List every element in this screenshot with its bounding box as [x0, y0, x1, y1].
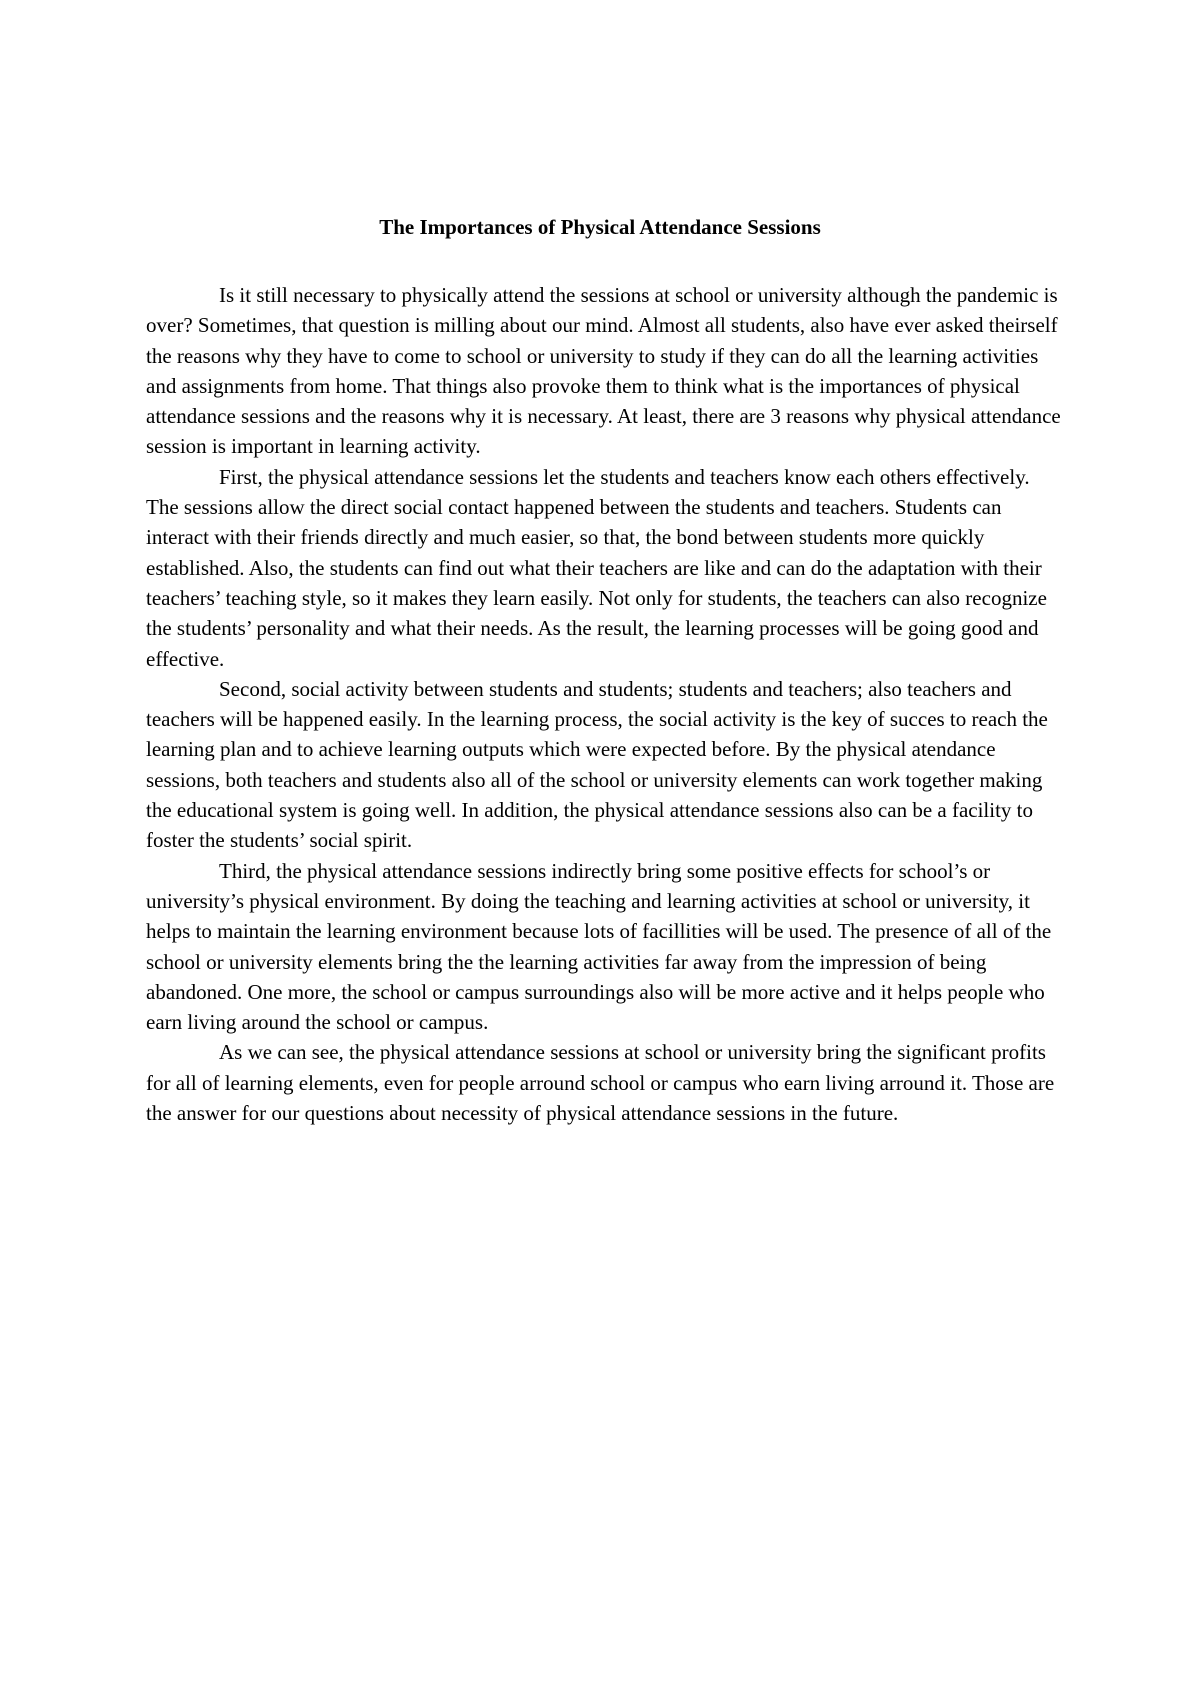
document-body: [146, 280, 1066, 1128]
paragraph-second-reason: Second, social activity between students and students; students and teachers; also teachers and teachers will be happened easily. In the learning process, the social activity is the key of succes to reach the learning plan and to achieve learning outputs which were expected before. By the physical atendance sessions, both teachers and students also all of the school or university elements can work together making the educational system is going well. In addition, the physical attendance sessions also can be a facility to foster the students’ social spirit.: [146, 676, 1048, 853]
paragraph-conclusion: As we can see, the physical attendance sessions at school or university bring the significant profits for all of learning elements, even for people arround school or campus who earn living arround it. Those are the answer for our questions about necessity of physical attendance sessions in the future.: [146, 1040, 1055, 1126]
document-title: The Importances of Physical Attendance Sessions: [379, 215, 821, 239]
paragraph-intro: Is it still necessary to physically attend the sessions at school or university although the pandemic is over? Sometimes, that question is milling about our mind. Almost all students, also have ever asked theirself the reasons why they have to come to school or university to study if they can do all the learning activities and assignments from home. That things also provoke them to think what is the importances of physical attendance sessions and the reasons why it is necessary. At least, there are 3 reasons why physical attendance session is important in learning activity.: [146, 283, 1061, 459]
paragraph-third-reason: Third, the physical attendance sessions indirectly bring some positive effects for school’s or university’s physical environment. By doing the teaching and learning activities at school or university, it helps to maintain the learning environment because lots of facillities will be used. The presence of all of the school or university elements bring the the learning activities far away from the impression of being abandoned. One more, the school or campus surroundings also will be more active and it helps people who earn living around the school or campus.: [146, 858, 1052, 1035]
paragraph-first-reason: First, the physical attendance sessions let the students and teachers know each others effectively. The sessions allow the direct social contact happened between the students and teachers. Students can interact with their friends directly and much easier, so that, the bond between students more quickly established. Also, the students can find out what their teachers are like and can do the adaptation with their teachers’ teaching style, so it makes they learn easily. Not only for students, the teachers can also recognize the students’ personality and what their needs. As the result, the learning processes will be going good and effective.: [146, 464, 1047, 671]
